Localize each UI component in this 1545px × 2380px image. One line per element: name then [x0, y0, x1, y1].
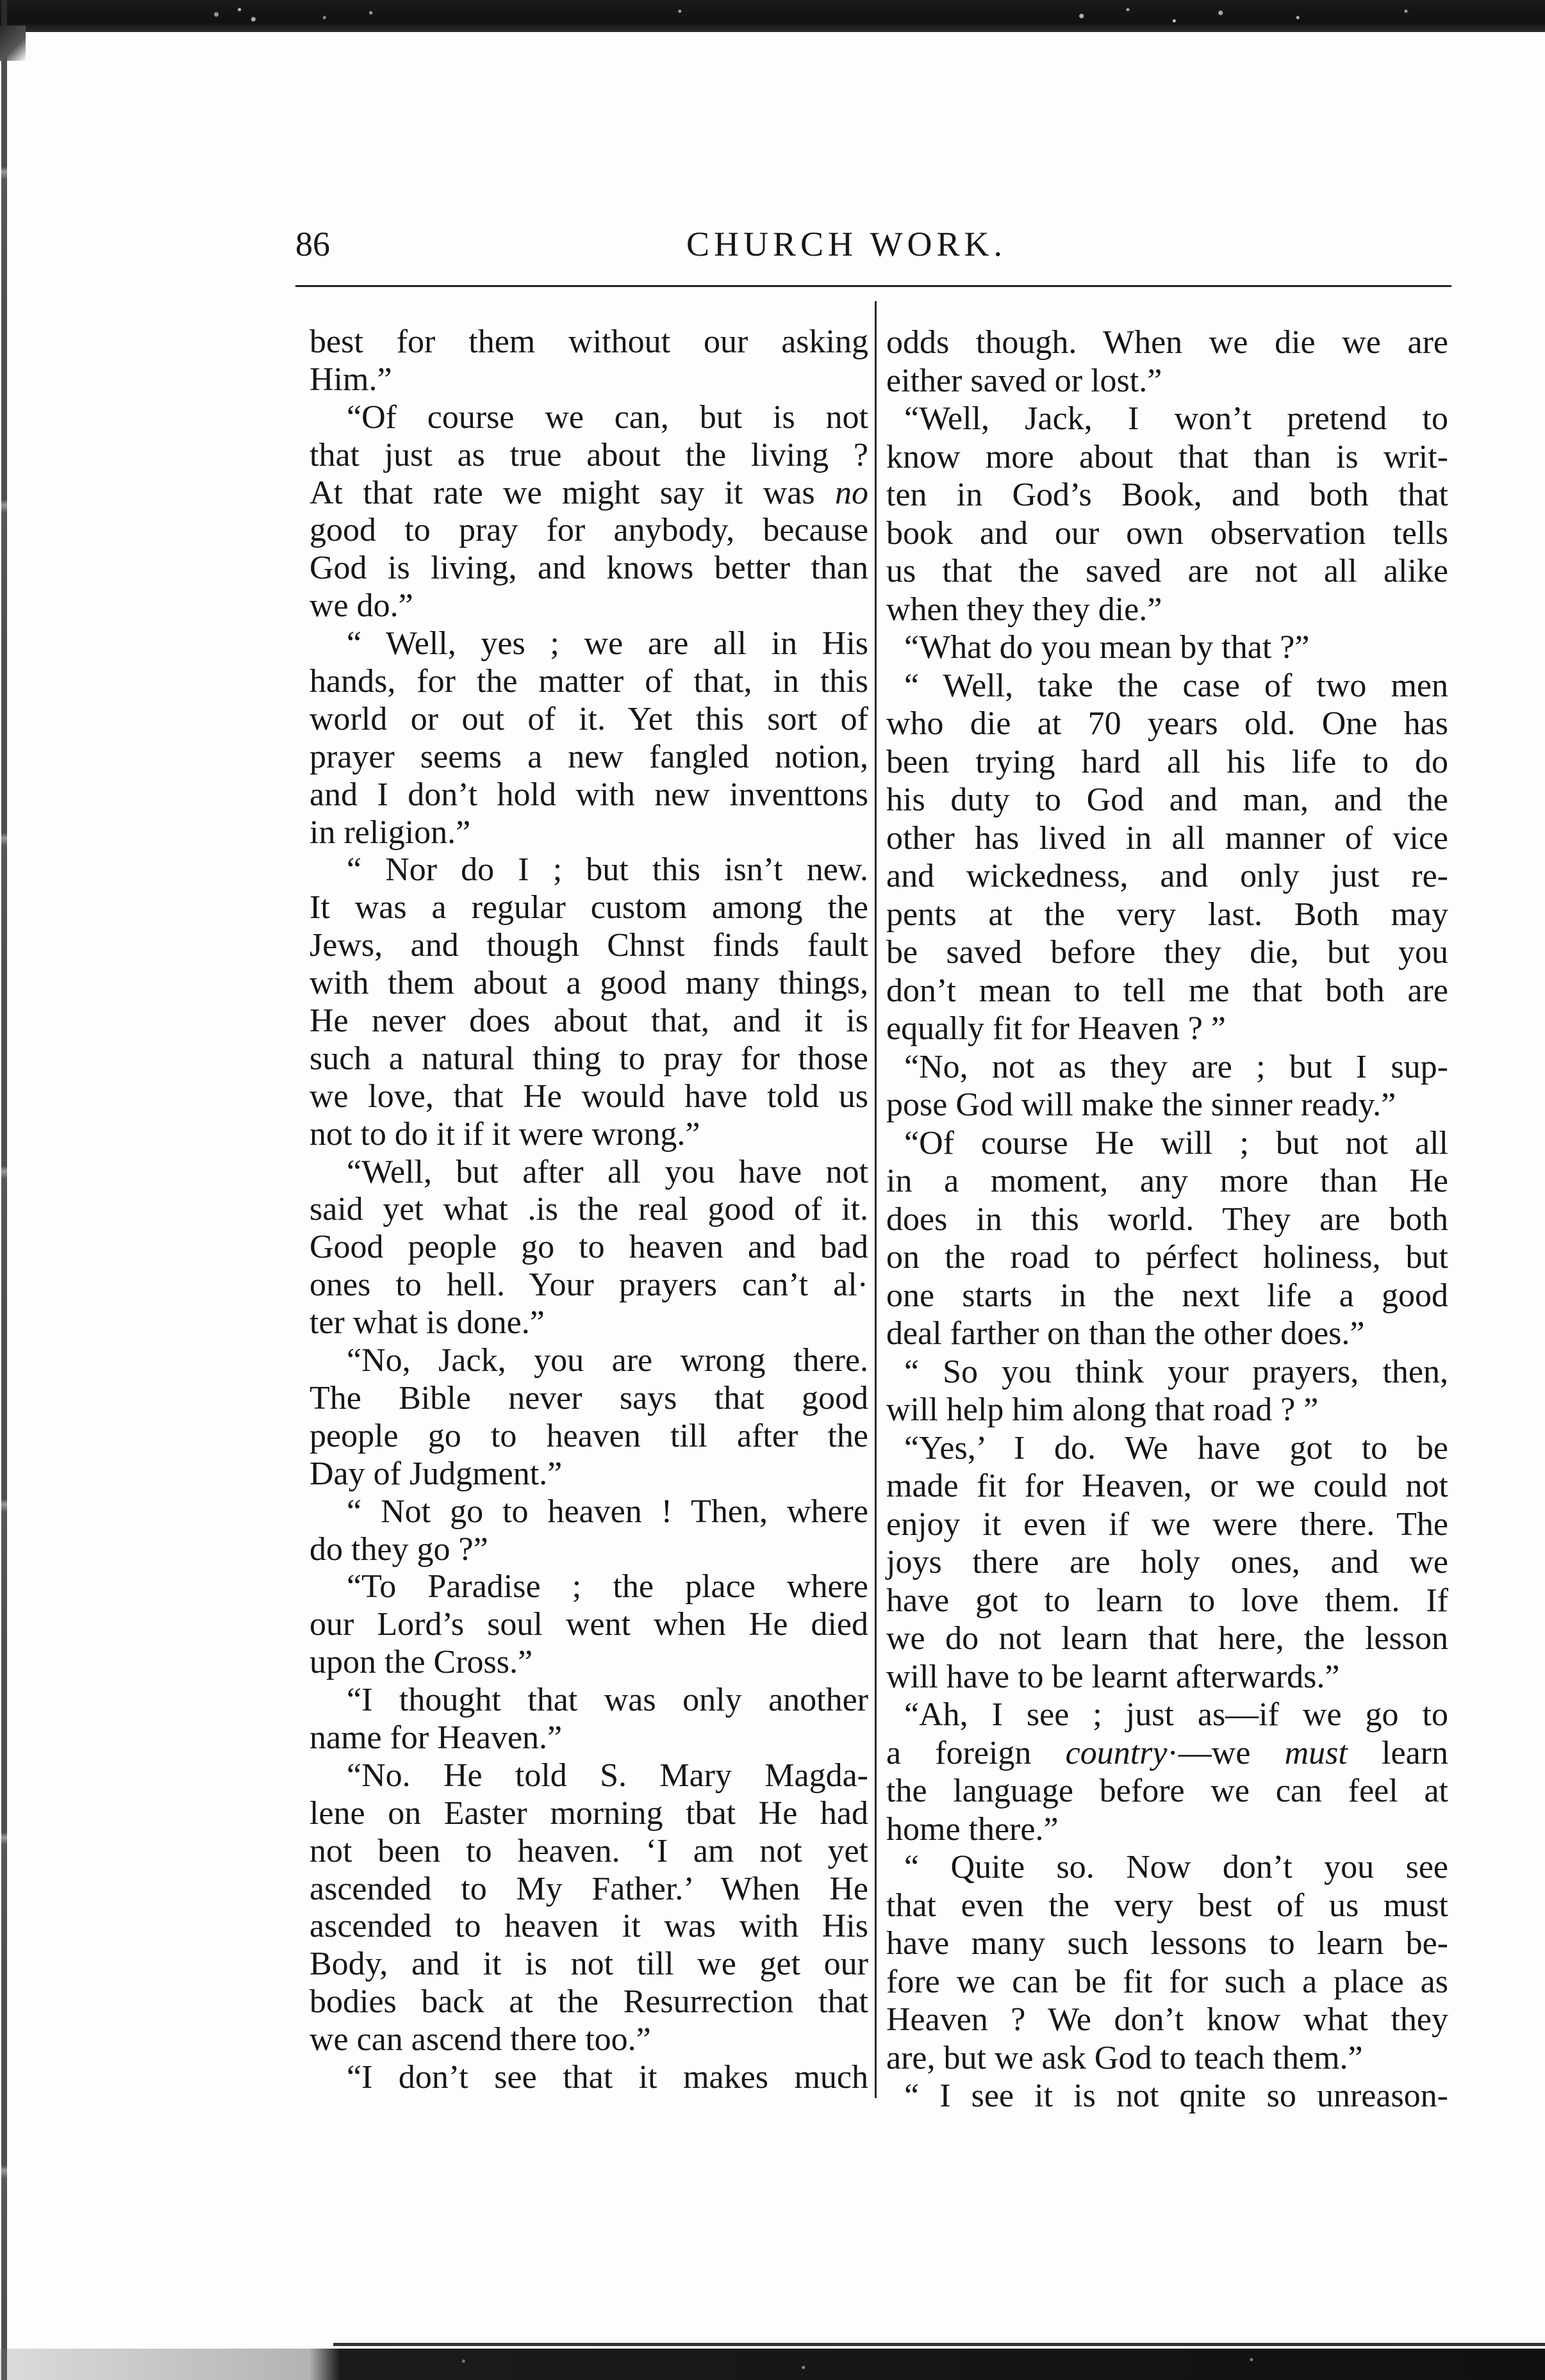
text-line: will have to be learnt afterwards.”	[886, 1658, 1340, 1695]
text-line: said yet what .is the real good of it.	[310, 1191, 868, 1228]
text-line: been trying hard all his life to do	[886, 743, 1448, 780]
text-line: “I thought that was only another	[347, 1682, 868, 1719]
paragraph	[310, 1342, 868, 1493]
text-line: best for them without our asking	[310, 324, 868, 360]
emphasis: country	[1065, 1734, 1168, 1771]
paragraph	[310, 1493, 868, 1569]
paragraph	[310, 625, 868, 851]
text-line: our Lord’s soul went when He died	[310, 1606, 868, 1643]
text-line: “Well, Jack, I won’t pretend to	[904, 400, 1448, 437]
paragraph	[886, 400, 1448, 628]
text-line: fore we can be fit for such a place as	[886, 1963, 1448, 2000]
text-line: on the road to pérfect holiness, but	[886, 1239, 1448, 1276]
text-line: “Of course we can, but is not	[347, 398, 868, 436]
scan-edge-left	[1, 0, 7, 2380]
text-line: other has lived in all manner of vice	[886, 819, 1448, 857]
text-line: does in this world. They are both	[886, 1201, 1448, 1238]
text-line: “ Well, take the case of two men	[904, 667, 1448, 704]
text-line: pose God will make the sinner ready.”	[886, 1087, 1396, 1123]
paragraph	[886, 1124, 1448, 1353]
paragraph	[310, 1154, 868, 1342]
emphasis: no	[835, 474, 868, 511]
emphasis: must	[1284, 1734, 1348, 1771]
text-line: “Well, but after all you have not	[347, 1153, 868, 1190]
left-column	[310, 324, 868, 2097]
paragraph	[886, 628, 1448, 667]
text-line: his duty to God and man, and the	[886, 782, 1448, 818]
header-rule	[295, 285, 1451, 287]
text-line: we love, that He would have told us	[310, 1078, 868, 1115]
text-line: not to do it if it were wrong.”	[310, 1115, 700, 1153]
text-line: equally fit for Heaven ? ”	[886, 1010, 1226, 1047]
column-divider	[875, 301, 877, 2098]
text-line: “I don’t see that it makes much	[347, 2058, 868, 2096]
text-line: “ I see it is not qnite so unreason-	[904, 2078, 1448, 2114]
text-line: prayer seems a new fangled notion,	[310, 738, 868, 775]
scan-edge-top	[0, 0, 1545, 32]
text-line: He never does about that, and it is	[310, 1003, 868, 1040]
text-line: that even the very best of us must	[886, 1887, 1448, 1924]
text-line: in a moment, any more than He	[886, 1163, 1448, 1199]
text-line: do they go ?”	[310, 1531, 488, 1568]
text-line: either saved or lost.”	[886, 362, 1162, 399]
paragraph	[886, 667, 1448, 1048]
text-line: made fit for Heaven, or we could not	[886, 1468, 1448, 1504]
text-line: God is living, and knows better than	[310, 550, 868, 587]
text-line: people go to heaven till after the	[310, 1417, 868, 1454]
text-line: have got to learn to love them. If	[886, 1582, 1448, 1619]
text-line: lene on Easter morning tbat He had	[310, 1794, 868, 1832]
running-title: CHURCH WORK.	[686, 225, 1007, 263]
paragraph	[886, 324, 1448, 400]
text-line: world or out of it. Yet this sort of	[310, 700, 868, 737]
text-line: ascended to My Father.’ When He	[310, 1870, 868, 1907]
text-line: Heaven ? We don’t know what they	[886, 2001, 1448, 2038]
text-line: ter what is done.”	[310, 1304, 545, 1342]
paragraph	[310, 399, 868, 625]
text-line: ascended to heaven it was with His	[310, 1908, 868, 1945]
text-line: are, but we ask God to teach them.”	[886, 2039, 1363, 2076]
text-line: good to pray for anybody, because	[310, 512, 868, 549]
paragraph	[886, 1848, 1448, 2077]
text-line: Day of Judgment.”	[310, 1455, 563, 1492]
text-line: upon the Cross.”	[310, 1644, 533, 1681]
text-line: that just as true about the living ?	[310, 436, 868, 473]
text-line	[310, 475, 868, 513]
text-line: name for Heaven.”	[310, 1719, 563, 1756]
text-line: “ So you think your prayers, then,	[904, 1353, 1448, 1390]
text-line: we do not learn that here, the lesson	[886, 1620, 1448, 1657]
text-line: The Bible never says that good	[310, 1379, 868, 1416]
text-line: “No. He told S. Mary Magda-	[347, 1757, 868, 1794]
paragraph	[310, 324, 868, 399]
text-line: we do.”	[310, 587, 413, 625]
text-line: “To Paradise ; the place where	[347, 1568, 868, 1605]
text-line: such a natural thing to pray for those	[310, 1040, 868, 1077]
text-line: It was a regular custom among the	[310, 889, 868, 926]
paragraph	[310, 851, 868, 1153]
paragraph	[886, 1696, 1448, 1848]
text-line: have many such lessons to learn be-	[886, 1925, 1448, 1962]
text-line: ten in God’s Book, and both that	[886, 477, 1448, 513]
text-line: not been to heaven. ‘I am not yet	[310, 1832, 868, 1869]
text-line: “No, not as they are ; but I sup-	[904, 1048, 1448, 1085]
text-line: “What do you mean by that ?”	[904, 629, 1310, 666]
text-segment: learn	[1347, 1734, 1448, 1771]
text-line: deal farther on than the other does.”	[886, 1315, 1365, 1352]
paragraph	[886, 1048, 1448, 1124]
text-line: hands, for the matter of that, in this	[310, 663, 868, 700]
paragraph	[886, 2077, 1448, 2115]
right-column	[886, 324, 1448, 2115]
paragraph	[886, 1353, 1448, 1429]
text-line: one starts in the next life a good	[886, 1277, 1448, 1314]
text-segment: a foreign	[886, 1734, 1066, 1771]
text-line: “Ah, I see ; just as—if we go to	[904, 1696, 1448, 1733]
text-line: enjoy it even if we were there. The	[886, 1506, 1448, 1543]
scan-corner	[0, 26, 26, 61]
text-line: “ Not go to heaven ! Then, where	[347, 1493, 868, 1530]
paragraph	[886, 1429, 1448, 1696]
text-line: be saved before they die, but you	[886, 934, 1448, 971]
text-line: when they they die.”	[886, 591, 1162, 628]
paragraph	[310, 1568, 868, 1682]
text-line: Body, and it is not till we get our	[310, 1946, 868, 1983]
text-line: don’t mean to tell me that both are	[886, 972, 1448, 1009]
text-line: pents at the very last. Both may	[886, 896, 1448, 933]
text-line: the language before we can feel at	[886, 1773, 1448, 1809]
text-line: “ Well, yes ; we are all in His	[347, 625, 868, 662]
text-line: “ Quite so. Now don’t you see	[904, 1849, 1448, 1885]
text-line: “ Nor do I ; but this isn’t new.	[347, 851, 868, 889]
text-line: book and our own observation tells	[886, 514, 1448, 552]
text-line: and wickedness, and only just re-	[886, 858, 1448, 894]
text-line: will help him along that road ? ”	[886, 1391, 1319, 1428]
scan-edge-bottom-line	[333, 2343, 1545, 2346]
text-line: odds though. When we die we are	[886, 324, 1448, 361]
text-segment: ·—we	[1167, 1734, 1285, 1771]
text-line: joys there are holy ones, and we	[886, 1544, 1448, 1580]
text-line: bodies back at the Resurrection that	[310, 1983, 868, 2021]
text-line: home there.”	[886, 1810, 1059, 1848]
text-line: Him.”	[310, 361, 392, 398]
paragraph	[310, 2059, 868, 2097]
text-line: “No, Jack, you are wrong there.	[347, 1342, 868, 1379]
paragraph	[310, 1757, 868, 2059]
text-line: and I don’t hold with new inventtons	[310, 776, 868, 813]
text-line: with them about a good many things,	[310, 965, 868, 1002]
paragraph	[310, 1682, 868, 1757]
text-line: ones to hell. Your prayers can’t al·	[310, 1267, 868, 1304]
scan-edge-bottom	[0, 2349, 1545, 2380]
text-line: Good people go to heaven and bad	[310, 1229, 868, 1266]
text-line	[886, 1734, 1448, 1773]
text-line: know more about that than is writ-	[886, 438, 1448, 475]
text-line: us that the saved are not all alike	[886, 553, 1448, 589]
text-line: “Yes,’ I do. We have got to be	[904, 1429, 1448, 1466]
text-line: “Of course He will ; but not all	[904, 1124, 1448, 1161]
text-line: Jews, and though Chnst finds fault	[310, 927, 868, 964]
page-number: 86	[295, 225, 330, 263]
text-line: in religion.”	[310, 814, 471, 851]
text-line: we can ascend there too.”	[310, 2021, 651, 2058]
text-line: who die at 70 years old. One has	[886, 705, 1448, 742]
text-segment: At that rate we might say it was	[310, 474, 835, 511]
